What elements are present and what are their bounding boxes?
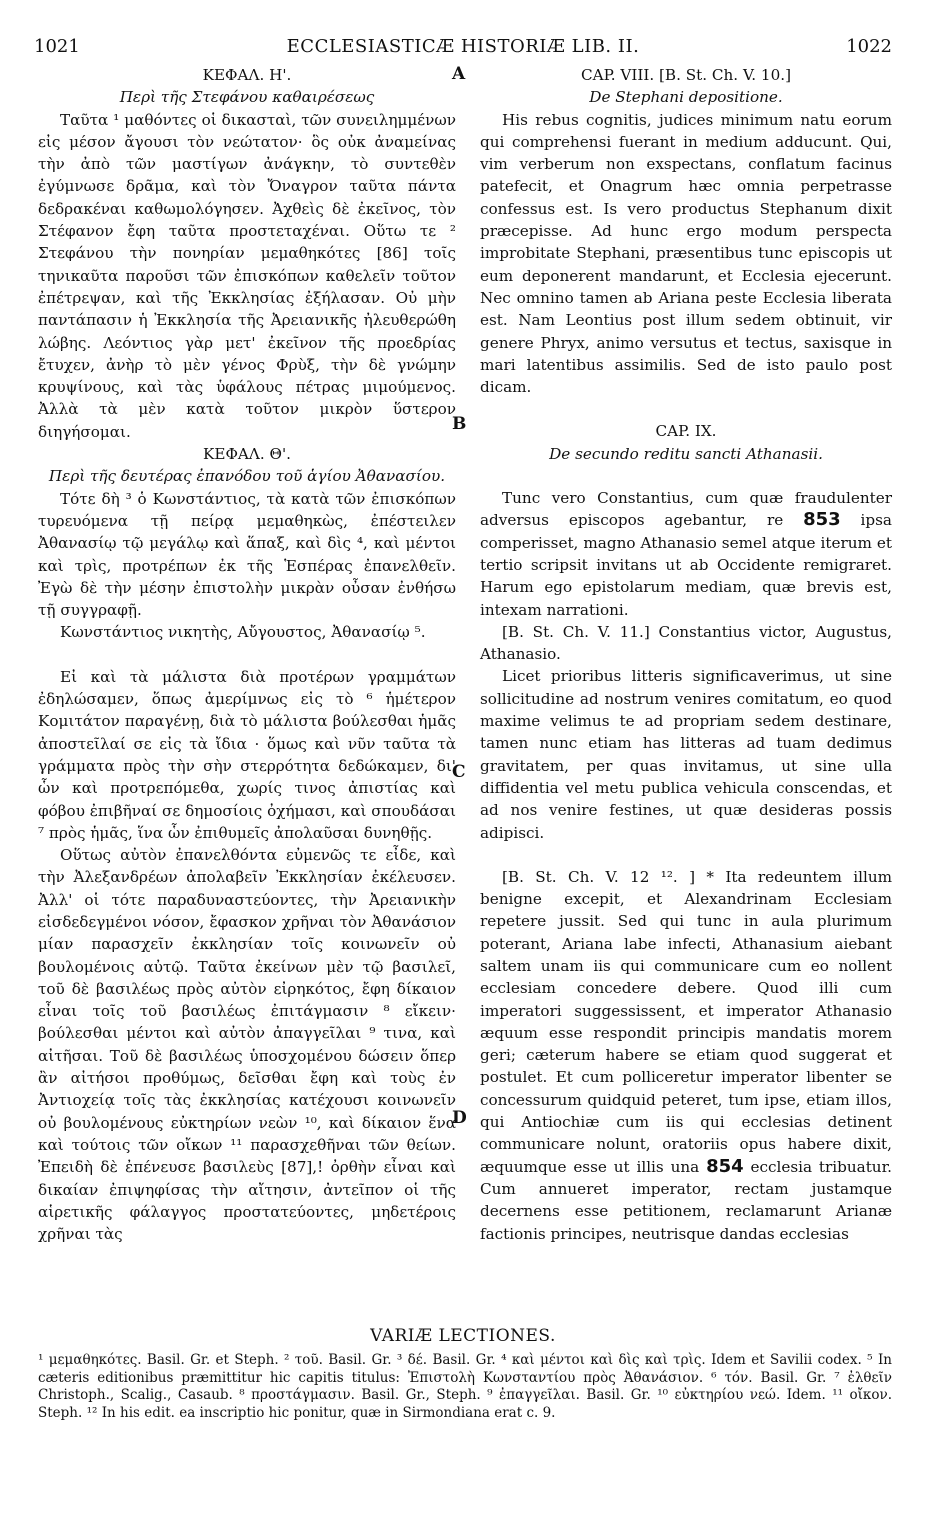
- greek-chapter9-title: ΚΕΦΑΛ. Θ'.: [203, 445, 291, 464]
- greek-chapter9-salutation: Κωνστάντιος νικητὴς, Αὔγουστος, Ἀθανασίῳ ⁵.: [60, 623, 426, 642]
- latin-chapter9-paragraph3-end: ecclesia tribuatur. Cum annueret imperator, rectam justamque decernens esse petitionem, reclamarunt Arianæ factionis principes, neutrisque dandas ecclesias: [480, 1157, 892, 1243]
- latin-chapter9-salutation: [B. St. Ch. V. 11.] Constantius victor, Augustus, Athanasio.: [480, 622, 892, 664]
- variae-lectiones-heading: VARIÆ LECTIONES.: [370, 1326, 556, 1346]
- greek-chapter8-title: ΚΕΦΑΛ. Η'.: [202, 66, 292, 84]
- greek-column: [38, 64, 456, 1245]
- latin-chapter9-paragraph1-end: ipsa comperisset, magno Athanasio semel atque iterum et tertio scripsit invitans ut ab Occidente remigraret. Harum ego epistolarum mediam, quæ brevis est, intexam narrationi.: [480, 511, 892, 619]
- page-number-left: 1021: [34, 36, 80, 57]
- latin-chapter8-subtitle: De Stephani depositione.: [589, 88, 783, 107]
- latin-chapter9-paragraph3-start: [B. St. Ch. V. 12 ¹². ] * Ita redeuntem illum benigne excepit, et Alexandrinam Ecclesiam repetere jussit. Sed qui tunc in aula plurimum poterant, Ariana labe infecti, Athanasium aiebant saltem unam iis qui communicare cum eo nollent ecclesiam concedere debere. Quod illi cum imperatori suggessissent, et imperator Athanasio æquum esse respondit principis mandatis morem geri; cæterum habere se etiam quod suggerat et postulet. Et cum polliceretur imperator libenter se concessurum quidquid peteret, tum ipse, etiam illos, qui Antiochiæ cum iis qui ecclesias detinent communicare nolunt, oratoriis opus habere dixit, æquumque esse ut illis una: [480, 867, 892, 1176]
- latin-chapter9-paragraph1: [480, 487, 892, 621]
- margin-marker-d: D: [452, 1108, 467, 1128]
- column-number-853: 853: [803, 509, 841, 531]
- margin-marker-b: B: [452, 414, 467, 434]
- greek-chapter9-subtitle: Περὶ τῆς δευτέρας ἐπανόδου τοῦ ἁγίου Ἀθανασίου.: [48, 467, 446, 486]
- latin-chapter9-title: CAP. IX.: [655, 422, 717, 441]
- greek-chapter9-paragraph1: Τότε δὴ ³ ὁ Κωνστάντιος, τὰ κατὰ τῶν ἐπισκόπων τυρευόμενα τῇ πείρᾳ μεμαθηκὼς, ἐπέστειλεν Ἀθανασίῳ τῷ μεγάλῳ καὶ ἅπαξ, καὶ δὶς ⁴, καὶ μέντοι καὶ τρὶς, προτρέπων ἐκ τῆς Ἑσπέρας ἐπανελθεῖν. Ἐγὼ δὲ τὴν μέσην ἐπιστολὴν μικρὰν οὖσαν ἐνθήσω τῇ συγγραφῇ.: [38, 489, 456, 620]
- latin-chapter8-paragraph: His rebus cognitis, judices minimum natu eorum qui comprehensi fuerant in medium adducunt. Qui, vim verberum non exspectans, conflatum facinus patefecit, et Onagrum hæc omnia perpetrasse confessus est. Is vero productus Stephanum dixit præcepisse. Ad hunc ergo modum perspecta improbitate Stephani, præsentibus tunc episcopis ut eum deponerent mandarunt, et Ecclesia ejecerunt. Nec omnino tamen ab Ariana peste Ecclesia liberata est. Nam Leontius post illum sedem obtinuit, vir genere Phryx, animo versutus et tectus, saxisque in mari latentibus assimilis. Sed de isto paulo post dicam.: [480, 110, 892, 397]
- variae-lectiones-notes: ¹ μεμαθηκότες. Basil. Gr. et Steph. ² τοῦ. Basil. Gr. ³ δέ. Basil. Gr. ⁴ καὶ μέντοι καὶ δὶς καὶ τρὶς. Idem et Savilii codex. ⁵ In cæteris editionibus præmittitur hic capitis titulus: Ἐπιστολὴ Κωνσταντίου πρὸς Ἀθανάσιον. ⁶ τόν. Basil. Gr. ⁷ ἐλθεῖν Christoph., Scalig., Casaub. ⁸ προστάγμασιν. Basil. Gr., Steph. ⁹ ἐπαγγεῖλαι. Basil. Gr. ¹⁰ εὐκτηρίου νεώ. Idem. ¹¹ οἴκον. Steph. ¹² In his edit. ea inscriptio hic ponitur, quæ in Sirmondiana erat c. 9.: [38, 1352, 892, 1421]
- latin-chapter9-letter: Licet prioribus litteris significaverimus, ut sine sollicitudine ad nostrum venires comitatum, eo quod maxime velimus te ad propriam sedem destinare, tamen nunc etiam has litteras ad tuam dedimus gravitatem, per quas invitamus, ut sine ulla diffidentia vel metu publica vehicula conscendas, et ad nos venire festines, ut quæ desideras possis adipisci.: [480, 667, 892, 842]
- margin-marker-c: C: [452, 762, 466, 782]
- latin-chapter9-subtitle: De secundo reditu sancti Athanasii.: [549, 444, 823, 463]
- running-title: ECCLESIASTICÆ HISTORIÆ LIB. II.: [286, 36, 640, 57]
- page-number-right: 1022: [846, 36, 892, 57]
- page-header: [34, 36, 892, 58]
- margin-marker-a: A: [452, 64, 466, 84]
- latin-chapter9-paragraph3: [480, 866, 892, 1245]
- greek-chapter9-paragraph2: Οὕτως αὐτὸν ἐπανελθόντα εὐμενῶς τε εἶδε, καὶ τὴν Ἀλεξανδρέων ἀπολαβεῖν Ἐκκλησίαν ἐκέλευσεν. Ἀλλ' οἱ τότε παραδυναστεύοντες, τὴν Ἀρειανικὴν εἰσδεδεγμένοι νόσον, ἔφασκον χρῆναι τὸν Ἀθανάσιον μίαν παρασχεῖν ἐκκλησίαν τοῖς κοινωνεῖν οὐ βουλομένοις αὐτῷ. Ταῦτα ἐκείνων μὲν τῷ βασιλεῖ, τοῦ δὲ βασιλέως πρὸς αὐτὸν εἰρηκότος, ἔφη δίκαιον εἶναι τοῖς τοῦ βασιλέως ἐπιτάγμασιν ⁸ εἴκειν· βούλεσθαι μέντοι καὶ αὐτὸν ἀπαγγεῖλαι ⁹ τινα, καὶ αἰτῆσαι. Τοῦ δὲ βασιλέως ὑποσχομένου δώσειν ὅπερ ἂν αἰτήσοι προθύμως, δεῖσθαι ἔφη καὶ τοὺς ἐν Ἀντιοχείᾳ τοῖς τὰς ἐκκλησίας κατέχουσι κοινωνεῖν οὐ βουλομένους εὐκτηρίων νεὼν ¹⁰, καὶ δίκαιον ἕνα καὶ τούτοις τῶν οἴκων ¹¹ παρασχεθῆναι τῶν θείων. Ἐπειδὴ δὲ ἐπένευσε βασιλεὺς [87],! ὀρθὴν εἶναι καὶ δικαίαν ἐπιψηφίσας τὴν αἴτησιν, ἀντεῖπον οἱ τῆς αἱρετικῆς φάλαγγος προστατεύοντες, μηδετέροις χρῆναι τὰς: [38, 846, 456, 1244]
- latin-column: [480, 64, 892, 1245]
- latin-chapter8-title: CAP. VIII. [B. St. Ch. V. 10.]: [580, 66, 791, 84]
- column-number-854: 854: [706, 1155, 744, 1177]
- greek-chapter8-subtitle: Περὶ τῆς Στεφάνου καθαιρέσεως: [119, 88, 375, 107]
- latin-chapter9-paragraph1-start: Tunc vero Constantius, cum quæ fraudulenter adversus episcopos agebantur, re: [480, 489, 892, 530]
- greek-chapter9-letter: Εἰ καὶ τὰ μάλιστα διὰ προτέρων γραμμάτων ἐδηλώσαμεν, ὅπως ἀμερίμνως εἰς τὸ ⁶ ἡμέτερον Κομιτάτον παραγένῃ, διὰ τὸ μάλιστα βούλεσθαι ἡμᾶς ἀποστεῖλαί σε εἰς τὰ ἴδια · ὅμως καὶ νῦν ταῦτα τὰ γράμματα πρὸς τὴν σὴν στερρότητα δεδώκαμεν, δι' ὧν καὶ προτρεπόμεθα, χωρίς τινος ἀπιστίας καὶ φόβου ἐπιβῆναί σε δημοσίοις ὀχήμασι, καὶ σπουδάσαι ⁷ πρὸς ἡμᾶς, ἵνα ὧν ἐπιθυμεῖς ἀπολαῦσαι δυνηθῇς.: [38, 667, 456, 842]
- greek-chapter8-paragraph: Ταῦτα ¹ μαθόντες οἱ δικασταὶ, τῶν συνειλημμένων εἰς μέσον ἄγουσι τὸν νεώτατον· ὃς οὐκ ἀναμείνας τὴν ἀπὸ τῶν μαστίγων ἀνάγκην, τὸ συντεθὲν ἐγύμνωσε δρᾶμα, καὶ τὸν Ὄναγρον ταῦτα πάντα δεδρακέναι καθωμολόγησεν. Ἀχθεὶς δὲ ἐκεῖνος, τὸν Στέφανον ἔφη ταῦτα προστεταχέναι. Οὕτω τε ² Στεφάνου τὴν πονηρίαν μεμαθηκότες [86] τοῖς τηνικαῦτα παροῦσι τῶν ἐπισκόπων καθελεῖν τοῦτον ἐπέτρεψαν, καὶ τῆς Ἐκκλησίας ἐξήλασαν. Οὐ μὴν παντάπασιν ἡ Ἐκκλησία τῆς Ἀρειανικῆς ἠλευθερώθη λώβης. Λεόντιος γὰρ μετ' ἐκεῖνον τῆς προεδρίας ἔτυχεν, ἀνὴρ τὸ μὲν γένος Φρὺξ, τὴν δὲ γνώμην κρυψίνους, καὶ τὰς ὑφάλους πέτρας μιμούμενος. Ἀλλὰ τὰ μὲν κατὰ τοῦτον μικρὸν ὕστερον διηγήσομαι.: [38, 110, 456, 441]
